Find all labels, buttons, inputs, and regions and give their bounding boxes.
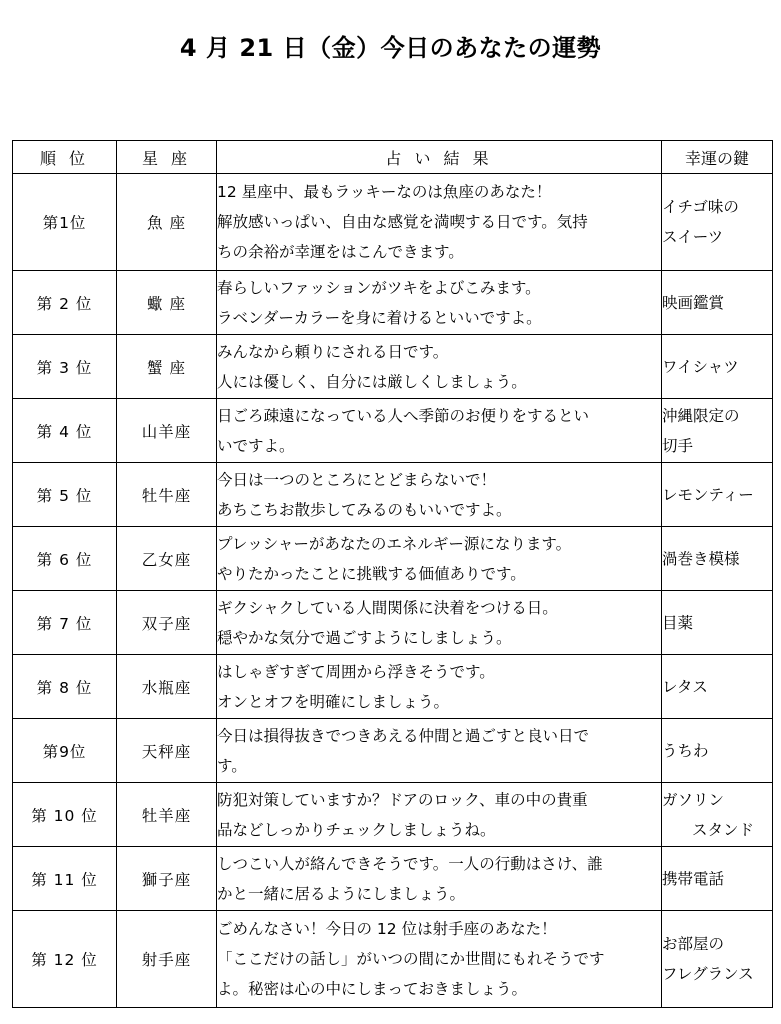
lucky-key-line: レタス — [662, 677, 708, 696]
header-sign: 星 座 — [117, 141, 217, 174]
rank-cell: 第 10 位 — [13, 783, 117, 847]
lucky-key-line: 切手 — [662, 436, 694, 455]
result-line: す。 — [217, 756, 247, 775]
sign-cell: 蠍 座 — [117, 271, 217, 335]
table-row — [13, 783, 773, 847]
result-line: しつこい人が絡んできそうです。一人の行動はさけ、誰 — [217, 854, 603, 873]
sign-cell: 水瓶座 — [117, 655, 217, 719]
page-title: 4 月 21 日（金）今日のあなたの運勢 — [179, 34, 602, 62]
sign-cell: 魚 座 — [117, 174, 217, 271]
table-row — [13, 174, 773, 271]
header-rank: 順 位 — [13, 141, 117, 174]
result-line: 「ここだけの話し」がいつの間にか世間にもれそうです — [217, 950, 605, 968]
table-body — [13, 174, 773, 1008]
result-line: あちこちお散歩してみるのもいいですよ。 — [217, 500, 512, 519]
result-cell — [217, 335, 662, 399]
result-line: 人には優しく、自分には厳しくしましょう。 — [217, 372, 527, 391]
result-line: ラベンダーカラーを身に着けるといいですよ。 — [217, 308, 542, 327]
table-row — [13, 655, 773, 719]
result-line: 春らしいファッションがツキをよびこみます。 — [217, 278, 541, 297]
lucky-key-line: 渦巻き模様 — [662, 549, 740, 568]
sign-cell: 牡牛座 — [117, 463, 217, 527]
result-cell — [217, 527, 662, 591]
sign-cell: 山羊座 — [117, 399, 217, 463]
rank-cell: 第 7 位 — [13, 591, 117, 655]
result-line: よ。秘密は心の中にしまっておきましょう。 — [217, 980, 528, 998]
table-row — [13, 527, 773, 591]
rank-cell: 第 6 位 — [13, 527, 117, 591]
result-line: 今日は一つのところにとどまらないで！ — [217, 470, 497, 489]
result-cell — [217, 911, 662, 1008]
result-line: はしゃぎすぎて周囲から浮きそうです。 — [217, 662, 495, 681]
result-line: 12 星座中、最もラッキーなのは魚座のあなた！ — [217, 183, 552, 201]
lucky-key-cell — [662, 335, 773, 399]
table-row — [13, 911, 773, 1008]
result-line: 解放感いっぱい、自由な感覚を満喫する日です。気持 — [217, 213, 588, 231]
lucky-key-line: スイーツ — [662, 228, 724, 246]
result-cell — [217, 719, 662, 783]
table-row — [13, 847, 773, 911]
lucky-key-line: ガソリン — [662, 790, 725, 809]
result-line: やりたかったことに挑戦する価値ありです。 — [217, 564, 526, 583]
lucky-key-line: フレグランス — [662, 965, 754, 983]
table-row — [13, 719, 773, 783]
rank-cell: 第 2 位 — [13, 271, 117, 335]
lucky-key-line: 沖縄限定の — [662, 406, 740, 425]
rank-cell: 第 3 位 — [13, 335, 117, 399]
lucky-key-line: ワイシャツ — [662, 357, 739, 376]
result-line: 品などしっかりチェックしましょうね。 — [217, 820, 496, 839]
lucky-key-cell — [662, 655, 773, 719]
sign-cell: 獅子座 — [117, 847, 217, 911]
result-cell — [217, 655, 662, 719]
lucky-key-line: 映画鑑賞 — [662, 293, 725, 312]
lucky-key-cell — [662, 271, 773, 335]
result-cell — [217, 271, 662, 335]
lucky-key-line: スタンド — [692, 820, 755, 839]
lucky-key-line: イチゴ味の — [662, 198, 739, 216]
sign-cell: 双子座 — [117, 591, 217, 655]
sign-cell: 蟹 座 — [117, 335, 217, 399]
result-cell — [217, 463, 662, 527]
sign-cell: 射手座 — [117, 911, 217, 1008]
rank-cell: 第9位 — [13, 719, 117, 783]
result-line: ちの余裕が幸運をはこんできます。 — [217, 243, 464, 261]
result-line: ギクシャクしている人間関係に決着をつける日。 — [217, 598, 558, 617]
rank-cell: 第 11 位 — [13, 847, 117, 911]
lucky-key-cell — [662, 719, 773, 783]
result-line: 今日は損得抜きでつきあえる仲間と過ごすと良い日で — [217, 726, 590, 745]
lucky-key-cell — [662, 399, 773, 463]
rank-cell: 第 4 位 — [13, 399, 117, 463]
lucky-key-cell — [662, 174, 773, 271]
result-cell — [217, 783, 662, 847]
rank-cell: 第1位 — [13, 174, 117, 271]
result-line: いですよ。 — [217, 436, 295, 455]
result-cell — [217, 847, 662, 911]
lucky-key-line: お部屋の — [662, 935, 725, 953]
table-row — [13, 399, 773, 463]
table-row — [13, 335, 773, 399]
lucky-key-cell — [662, 911, 773, 1008]
sign-cell: 牡羊座 — [117, 783, 217, 847]
lucky-key-line: うちわ — [662, 741, 709, 760]
rank-cell: 第 8 位 — [13, 655, 117, 719]
lucky-key-cell — [662, 463, 773, 527]
sign-cell: 天秤座 — [117, 719, 217, 783]
result-line: 防犯対策していますか？ドアのロック、車の中の貴重 — [217, 790, 588, 809]
lucky-key-line: レモンティー — [662, 485, 754, 504]
result-line: プレッシャーがあなたのエネルギー源になります。 — [217, 534, 572, 553]
lucky-key-cell — [662, 783, 773, 847]
result-cell — [217, 399, 662, 463]
rank-cell: 第 5 位 — [13, 463, 117, 527]
lucky-key-line: 目薬 — [662, 613, 694, 632]
fortune-table — [12, 140, 773, 1008]
lucky-key-cell — [662, 847, 773, 911]
header-result: 占 い 結 果 — [217, 141, 662, 174]
lucky-key-line: 携帯電話 — [662, 869, 725, 888]
sign-cell: 乙女座 — [117, 527, 217, 591]
result-cell — [217, 591, 662, 655]
result-cell — [217, 174, 662, 271]
table-row — [13, 463, 773, 527]
rank-cell: 第 12 位 — [13, 911, 117, 1008]
table-header-row — [13, 141, 773, 174]
result-line: ごめんなさい！今日の 12 位は射手座のあなた！ — [217, 920, 557, 938]
table-row — [13, 591, 773, 655]
result-line: 穏やかな気分で過ごすようにしましょう。 — [217, 628, 512, 647]
lucky-key-cell — [662, 591, 773, 655]
result-line: かと一緒に居るようにしましょう。 — [217, 884, 466, 903]
header-key: 幸運の鍵 — [662, 141, 773, 174]
result-line: 日ごろ疎遠になっている人へ季節のお便りをするとい — [217, 406, 590, 425]
table-row — [13, 271, 773, 335]
lucky-key-cell — [662, 527, 773, 591]
result-line: みんなから頼りにされる日です。 — [217, 342, 449, 361]
result-line: オンとオフを明確にしましょう。 — [217, 692, 450, 711]
